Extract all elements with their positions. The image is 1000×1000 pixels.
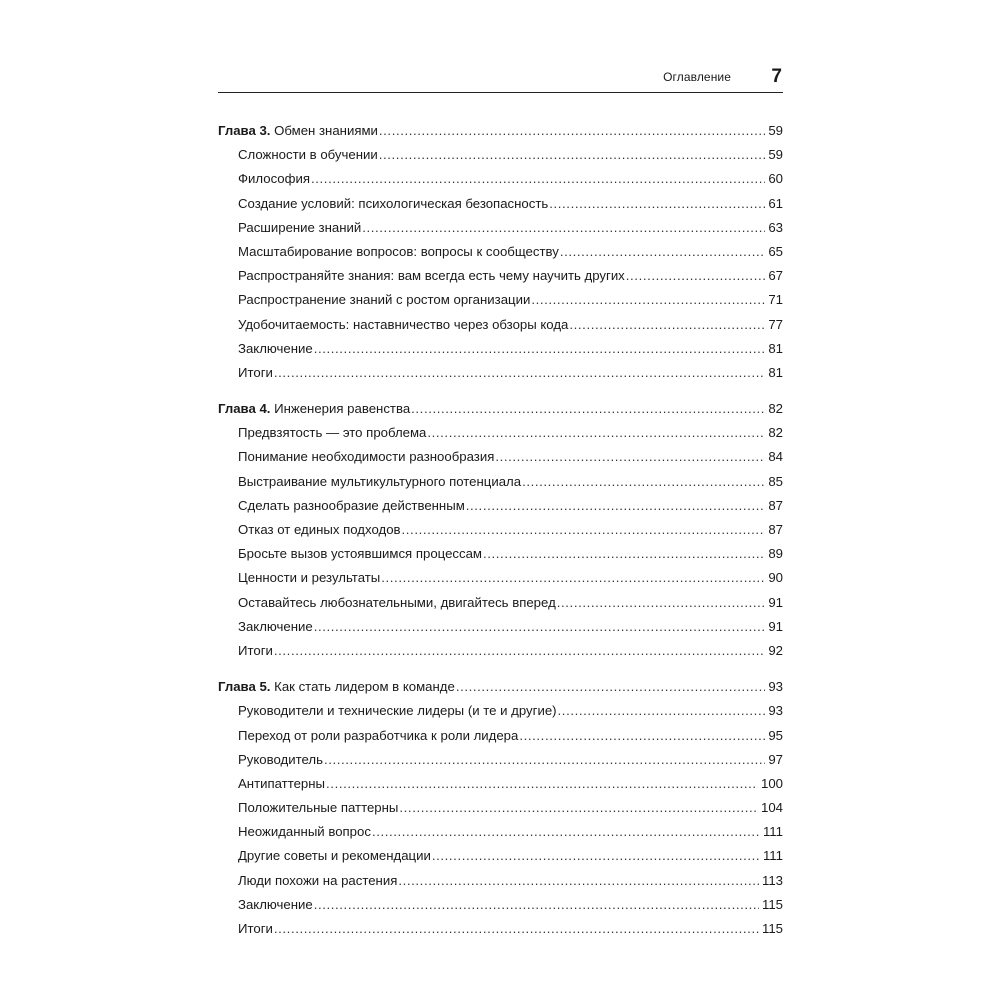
chapter-title: Инженерия равенства [274, 401, 411, 417]
toc-entry-title: Заключение [238, 340, 313, 356]
toc-entry-page-number: 59 [768, 147, 783, 163]
toc-entry [218, 796, 783, 820]
toc-entry [218, 167, 783, 191]
toc-entry-title: Философия [238, 171, 311, 187]
toc-entry [218, 615, 783, 639]
toc-entry-page-number: 111 [762, 824, 783, 840]
dot-leader [558, 699, 766, 723]
toc-entry [218, 264, 783, 288]
toc-entry-page-number: 100 [760, 775, 783, 791]
toc-entry-title: Руководитель [238, 751, 323, 767]
toc-entry-page-number: 84 [768, 449, 783, 465]
toc-entry-page-number: 91 [768, 618, 783, 634]
toc-entry-title: Заключение [238, 618, 313, 634]
toc-entry-title: Неожиданный вопрос [238, 824, 371, 840]
toc-entry-page-number: 115 [761, 896, 783, 912]
toc-entry [218, 566, 783, 590]
toc-entry-title: Ценности и результаты [238, 570, 381, 586]
toc-chapter-heading [218, 119, 783, 143]
toc-entry [218, 518, 783, 542]
table-of-contents [218, 119, 783, 941]
toc-entry [218, 240, 783, 264]
toc-entry [218, 313, 783, 337]
toc-entry-title: Положительные паттерны [238, 800, 399, 816]
dot-leader [379, 119, 765, 143]
toc-entry [218, 917, 783, 941]
dot-leader [626, 264, 766, 288]
toc-entry-page-number: 91 [768, 594, 783, 610]
dot-leader [314, 615, 766, 639]
dot-leader [381, 566, 765, 590]
dot-leader [569, 313, 765, 337]
toc-entry [218, 216, 783, 240]
toc-entry-title: Люди похожи на растения [238, 872, 398, 888]
toc-entry [218, 869, 783, 893]
toc-entry-page-number: 71 [768, 292, 783, 308]
dot-leader [560, 240, 766, 264]
dot-leader [362, 216, 765, 240]
toc-entry-title: Итоги [238, 364, 273, 380]
toc-entry-title: Выстраивание мультикультурного потенциала [238, 473, 522, 489]
toc-entry-page-number: 65 [768, 243, 783, 259]
toc-entry [218, 639, 783, 663]
toc-entry-page-number: 95 [768, 727, 783, 743]
toc-entry [218, 893, 783, 917]
toc-entry-page-number: 87 [768, 522, 783, 537]
toc-entry [218, 288, 783, 312]
toc-entry-page-number: 104 [760, 800, 783, 816]
toc-entry-page-number: 77 [768, 316, 783, 332]
dot-leader [372, 820, 760, 844]
toc-entry-title: Руководители и технические лидеры (и те и другие) [238, 703, 557, 719]
toc-entry-title: Распространение знаний с ростом организации [238, 292, 531, 308]
toc-entry [218, 748, 783, 772]
chapter-page-number: 59 [768, 123, 783, 138]
toc-entry-title: Отказ от единых подходов [238, 522, 401, 537]
toc-entry-title: Итоги [238, 642, 273, 658]
toc-chapter-heading [218, 675, 783, 699]
toc-entry [218, 844, 783, 868]
dot-leader [314, 893, 759, 917]
toc-entry-page-number: 115 [761, 921, 783, 936]
running-header-title: Оглавление [663, 70, 731, 84]
running-header [218, 62, 783, 93]
toc-entry-page-number: 93 [768, 703, 783, 719]
toc-entry [218, 820, 783, 844]
chapter-title: Как стать лидером в команде [274, 679, 455, 695]
toc-entry-page-number: 113 [761, 872, 783, 888]
toc-entry-page-number: 87 [768, 497, 783, 513]
toc-entry-page-number: 82 [768, 425, 783, 441]
toc-entry-page-number: 60 [768, 171, 783, 187]
dot-leader [274, 361, 765, 385]
dot-leader [326, 772, 758, 796]
toc-entry [218, 445, 783, 469]
dot-leader [432, 844, 760, 868]
toc-chapter [218, 675, 783, 941]
toc-entry-page-number: 67 [768, 268, 783, 284]
toc-entry-page-number: 92 [768, 642, 783, 658]
chapter-label: Глава 5. [218, 679, 271, 695]
dot-leader [495, 445, 765, 469]
dot-leader [311, 167, 765, 191]
toc-chapter [218, 119, 783, 385]
dot-leader [399, 796, 758, 820]
toc-entry-title: Антипаттерны [238, 775, 326, 791]
chapter-title: Обмен знаниями [274, 123, 378, 138]
toc-entry-title: Удобочитаемость: наставничество через обзоры кода [238, 316, 569, 332]
dot-leader [402, 518, 766, 542]
toc-entry-title: Итоги [238, 921, 273, 936]
dot-leader [557, 591, 766, 615]
dot-leader [519, 724, 765, 748]
dot-leader [483, 542, 765, 566]
toc-entry [218, 337, 783, 361]
toc-entry-title: Расширение знаний [238, 219, 362, 235]
toc-entry-title: Распространяйте знания: вам всегда есть чему научить других [238, 268, 625, 284]
toc-entry-page-number: 85 [768, 473, 783, 489]
toc-entry [218, 699, 783, 723]
dot-leader [324, 748, 765, 772]
toc-entry [218, 542, 783, 566]
toc-entry-page-number: 63 [768, 219, 783, 235]
toc-entry [218, 772, 783, 796]
toc-entry [218, 192, 783, 216]
toc-entry-page-number: 90 [768, 570, 783, 586]
dot-leader [466, 494, 766, 518]
dot-leader [456, 675, 766, 699]
dot-leader [411, 397, 765, 421]
toc-entry [218, 470, 783, 494]
chapter-page-number: 93 [768, 679, 783, 695]
chapter-label: Глава 4. [218, 401, 271, 417]
dot-leader [522, 470, 765, 494]
toc-entry [218, 361, 783, 385]
toc-entry [218, 421, 783, 445]
toc-entry-title: Бросьте вызов устоявшимся процессам [238, 546, 482, 562]
toc-entry-title: Понимание необходимости разнообразия [238, 449, 495, 465]
dot-leader [274, 639, 765, 663]
toc-entry-page-number: 89 [768, 546, 783, 562]
dot-leader [549, 192, 765, 216]
toc-entry [218, 591, 783, 615]
dot-leader [274, 917, 759, 941]
dot-leader [531, 288, 765, 312]
dot-leader [427, 421, 765, 445]
page-number: 7 [771, 66, 782, 87]
toc-entry-title: Заключение [238, 896, 313, 912]
toc-entry-page-number: 81 [768, 340, 783, 356]
toc-entry-page-number: 111 [762, 848, 783, 864]
toc-entry-title: Другие советы и рекомендации [238, 848, 431, 864]
toc-entry-title: Сложности в обучении [238, 147, 378, 163]
toc-entry [218, 143, 783, 167]
toc-entry-title: Предвзятость — это проблема [238, 425, 427, 441]
toc-entry-page-number: 81 [768, 364, 783, 380]
toc-entry-page-number: 61 [768, 195, 783, 211]
dot-leader [379, 143, 766, 167]
toc-entry-title: Масштабирование вопросов: вопросы к сообществу [238, 243, 559, 259]
dot-leader [398, 869, 759, 893]
toc-entry [218, 724, 783, 748]
toc-chapter-heading [218, 397, 783, 421]
chapter-label: Глава 3. [218, 123, 271, 138]
toc-entry-title: Оставайтесь любознательными, двигайтесь вперед [238, 594, 556, 610]
chapter-page-number: 82 [768, 401, 783, 417]
toc-entry-title: Создание условий: психологическая безопасность [238, 195, 549, 211]
toc-entry-page-number: 97 [768, 751, 783, 767]
toc-chapter [218, 397, 783, 663]
toc-entry-title: Сделать разнообразие действенным [238, 497, 465, 513]
toc-entry-title: Переход от роли разработчика к роли лидера [238, 727, 519, 743]
dot-leader [314, 337, 766, 361]
toc-entry [218, 494, 783, 518]
